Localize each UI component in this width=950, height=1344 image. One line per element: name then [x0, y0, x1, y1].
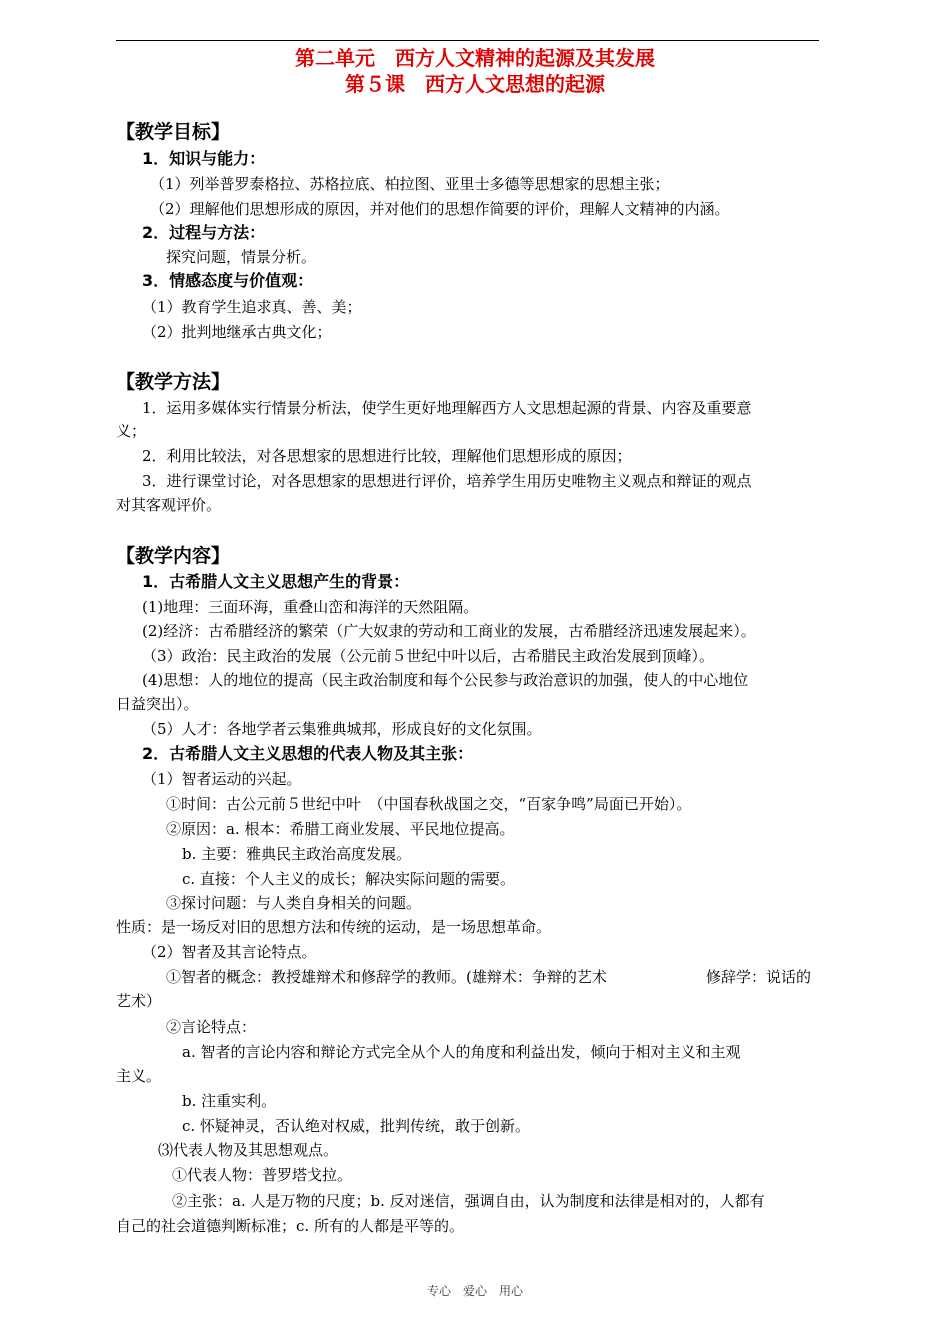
objective-3-title: 3．情感态度与价值观：: [142, 271, 314, 290]
unit-title: 第二单元 西方人文精神的起源及其发展: [295, 46, 655, 70]
sophist-concept: ①智者的概念：教授雄辩术和修辞学的教师。(雄辩术：争辩的艺术: [166, 968, 607, 986]
speech-feature-b: b. 注重实利。: [182, 1092, 277, 1110]
objective-1-item-2: （2）理解他们思想形成的原因，并对他们的思想作简要的评价，理解人文精神的内涵。: [150, 200, 730, 218]
objective-2-item-1: 探究问题，情景分析。: [166, 248, 317, 266]
objective-3-item-1: （1）教育学生追求真、善、美；: [142, 298, 362, 316]
method-3-line-1: 3．进行课堂讨论，对各思想家的思想进行评价，培养学生用历史唯物主义观点和辩证的观点: [142, 472, 752, 490]
header-rule: [116, 40, 819, 41]
speech-feature-a-line-1: a. 智者的言论内容和辩论方式完全从个人的角度和利益出发，倾向于相对主义和主观: [182, 1043, 741, 1061]
speech-features-title: ②言论特点：: [166, 1018, 257, 1036]
speech-feature-c: c. 怀疑神灵，否认绝对权威，批判传统，敢于创新。: [182, 1117, 530, 1135]
sophist-cause-c: c. 直接：个人主义的成长；解决实际问题的需要。: [182, 870, 515, 888]
content-heading: 【教学内容】: [116, 545, 231, 567]
sophist-issues: ③探讨问题：与人类自身相关的问题。: [166, 894, 422, 912]
speech-feature-a-line-2: 主义。: [116, 1067, 162, 1085]
methods-heading: 【教学方法】: [116, 371, 231, 393]
content-1-geography: (1)地理：三面环海，重叠山峦和海洋的天然阻隔。: [142, 598, 479, 616]
sophist-movement: （1）智者运动的兴起。: [142, 770, 302, 788]
method-1-line-2: 义；: [116, 422, 147, 440]
content-1-politics: （3）政治：民主政治的发展（公元前５世纪中叶以后，古希腊民主政治发展到顶峰）。: [142, 647, 715, 665]
sophist-time: ①时间：古公元前５世纪中叶 （中国春秋战国之交，“百家争鸣”局面已开始）。: [166, 795, 692, 813]
method-3-line-2: 对其客观评价。: [116, 496, 222, 514]
content-1-thought-line-1: (4)思想：人的地位的提高（民主政治制度和每个公民参与政治意识的加强，使人的中心地位: [142, 671, 749, 689]
sophist-cause-a: ②原因：a. 根本：希腊工商业发展、平民地位提高。: [166, 820, 515, 838]
sophist-cause-b: b. 主要：雅典民主政治高度发展。: [182, 845, 412, 863]
page-footer: 专心 爱心 用心: [426, 1284, 523, 1298]
objective-3-item-2: （2）批判地继承古典文化；: [142, 323, 332, 341]
content-1-title: 1．古希腊人文主义思想产生的背景：: [142, 572, 410, 591]
representative-person: ①代表人物：普罗塔戈拉。: [172, 1166, 353, 1184]
content-1-economy: (2)经济：古希腊经济的繁荣（广大奴隶的劳动和工商业的发展，古希腊经济迅速发展起来）。: [142, 622, 756, 640]
objective-1-item-1: （1）列举普罗泰格拉、苏格拉底、柏拉图、亚里士多德等思想家的思想主张；: [150, 175, 670, 193]
objectives-heading: 【教学目标】: [116, 121, 231, 143]
content-1-talent: （5）人才：各地学者云集雅典城邦，形成良好的文化氛围。: [142, 720, 542, 738]
representative-view-line-1: ②主张：a. 人是万物的尺度；b. 反对迷信，强调自由，认为制度和法律是相对的，人都有: [172, 1192, 765, 1210]
lesson-title: 第５课 西方人文思想的起源: [345, 72, 605, 96]
objective-2-title: 2．过程与方法：: [142, 223, 266, 242]
content-1-thought-line-2: 日益突出）。: [116, 695, 199, 713]
sophist-nature: 性质：是一场反对旧的思想方法和传统的运动，是一场思想革命。: [116, 918, 552, 936]
content-2-title: 2．古希腊人文主义思想的代表人物及其主张：: [142, 744, 474, 763]
method-2: 2．利用比较法，对各思想家的思想进行比较，理解他们思想形成的原因；: [142, 447, 632, 465]
representatives-title: ⑶代表人物及其思想观点。: [158, 1141, 339, 1159]
representative-view-line-2: 自己的社会道德判断标准；c. 所有的人都是平等的。: [116, 1217, 464, 1235]
sophist-concept-cont: 艺术）: [116, 992, 162, 1010]
method-1-line-1: 1．运用多媒体实行情景分析法，使学生更好地理解西方人文思想起源的背景、内容及重要意: [142, 399, 752, 417]
objective-1-title: 1．知识与能力：: [142, 149, 266, 168]
rhetoric-definition: 修辞学：说话的: [706, 968, 812, 986]
sophist-features: （2）智者及其言论特点。: [142, 943, 317, 961]
